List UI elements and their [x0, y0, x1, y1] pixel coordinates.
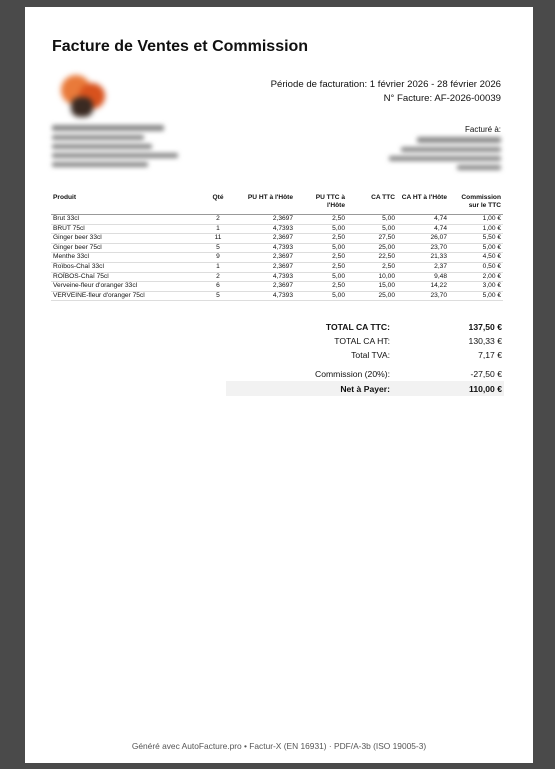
table-cell: 25,00 — [347, 243, 397, 253]
table-cell: 2,50 — [347, 262, 397, 272]
table-cell: 4,7393 — [235, 224, 295, 234]
footer-text: Généré avec AutoFacture.pro • Factur-X (EN 16931) · PDF/A-3b (ISO 19005-3) — [131, 741, 427, 751]
total-tva-row — [226, 348, 504, 362]
table-row — [51, 291, 503, 301]
total-ca-ht-label: TOTAL CA HT: — [334, 336, 390, 346]
table-cell: 4,7393 — [235, 272, 295, 282]
table-cell: 4,74 — [397, 224, 449, 234]
table-cell: 14,22 — [397, 282, 449, 292]
total-ca-ttc-row — [226, 320, 504, 334]
col-ca-ttc: CA TTC — [347, 194, 397, 215]
col-product: Produit — [51, 194, 201, 215]
table-cell: Menthe 33cl — [51, 253, 201, 263]
table-cell: Verveine-fleur d'oranger 33cl — [51, 282, 201, 292]
total-tva-value: 7,17 € — [478, 350, 502, 360]
table-cell: 1 — [201, 262, 235, 272]
table-cell: 2,00 € — [449, 272, 503, 282]
table-cell: 5,00 — [295, 291, 347, 301]
table-cell: 9,48 — [397, 272, 449, 282]
table-cell: 3,00 € — [449, 282, 503, 292]
table-cell: ROÏBOS-Chaï 75cl — [51, 272, 201, 282]
table-cell: 5 — [201, 243, 235, 253]
total-tva-label: Total TVA: — [351, 350, 390, 360]
table-row — [51, 243, 503, 253]
table-cell: 2 — [201, 272, 235, 282]
table-cell: 2,3697 — [235, 282, 295, 292]
table-cell: 4,7393 — [235, 291, 295, 301]
buyer-address-redacted — [381, 137, 501, 174]
col-pu-ht: PU HT à l'Hôte — [235, 194, 295, 215]
table-cell: 2,3697 — [235, 253, 295, 263]
total-ca-ttc-value: 137,50 € — [468, 322, 502, 332]
table-cell: Brut 33cl — [51, 215, 201, 225]
invoice-number: N° Facture: AF-2026-00039 — [383, 93, 501, 104]
table-cell: 5,00 — [295, 224, 347, 234]
table-cell: BRUT 75cl — [51, 224, 201, 234]
table-cell: 2,50 — [295, 282, 347, 292]
total-ca-ht-value: 130,33 € — [468, 336, 502, 346]
table-cell: 0,50 € — [449, 262, 503, 272]
table-cell: 2,50 — [295, 234, 347, 244]
table-cell: 10,00 — [347, 272, 397, 282]
commission-row — [226, 367, 504, 381]
billing-period: Période de facturation: 1 février 2026 - 28 février 2026 — [270, 79, 501, 90]
col-commission: Commission sur le TTC — [449, 194, 503, 215]
table-cell: 5,00 — [347, 215, 397, 225]
table-row — [51, 282, 503, 292]
invoice-meta — [271, 78, 501, 106]
table-cell: 5 — [201, 291, 235, 301]
table-cell: 2 — [201, 215, 235, 225]
table-cell: 1 — [201, 224, 235, 234]
table-cell: 5,50 € — [449, 234, 503, 244]
table-cell: 2,50 — [295, 253, 347, 263]
table-row — [51, 234, 503, 244]
invoice-items-table — [51, 194, 503, 301]
col-ca-ht: CA HT à l'Hôte — [397, 194, 449, 215]
table-cell: 2,3697 — [235, 215, 295, 225]
table-cell: 21,33 — [397, 253, 449, 263]
seller-address-redacted — [52, 125, 182, 171]
table-cell: 25,00 — [347, 291, 397, 301]
table-cell: Ginger beer 75cl — [51, 243, 201, 253]
net-to-pay-row — [226, 381, 504, 396]
table-cell: Roïbos-Chaï 33cl — [51, 262, 201, 272]
table-cell: 5,00 — [295, 272, 347, 282]
table-cell: 5,00 € — [449, 291, 503, 301]
table-cell: 23,70 — [397, 291, 449, 301]
table-row — [51, 262, 503, 272]
table-cell: 2,3697 — [235, 262, 295, 272]
table-cell: 4,50 € — [449, 253, 503, 263]
table-cell: 1,00 € — [449, 224, 503, 234]
invoice-title: Facture de Ventes et Commission — [52, 38, 309, 55]
table-cell: 26,07 — [397, 234, 449, 244]
table-cell: 6 — [201, 282, 235, 292]
table-cell: 4,7393 — [235, 243, 295, 253]
table-cell: 22,50 — [347, 253, 397, 263]
table-cell: 1,00 € — [449, 215, 503, 225]
net-to-pay-label: Net à Payer: — [340, 383, 390, 394]
table-cell: 11 — [201, 234, 235, 244]
billed-to-label: Facturé à: — [464, 125, 501, 134]
col-pu-ttc: PU TTC à l'Hôte — [295, 194, 347, 215]
table-cell: 2,37 — [397, 262, 449, 272]
total-ca-ttc-label: TOTAL CA TTC: — [325, 322, 390, 332]
company-logo — [55, 67, 113, 125]
table-cell: 27,50 — [347, 234, 397, 244]
net-to-pay-value: 110,00 € — [469, 383, 502, 394]
table-cell: 15,00 — [347, 282, 397, 292]
table-row — [51, 253, 503, 263]
table-cell: 23,70 — [397, 243, 449, 253]
table-cell: VERVEINE-fleur d'oranger 75cl — [51, 291, 201, 301]
invoice-page — [25, 7, 533, 763]
table-cell: 5,00 — [347, 224, 397, 234]
table-cell: 2,50 — [295, 215, 347, 225]
col-qty: Qté — [201, 194, 235, 215]
table-row — [51, 215, 503, 225]
table-cell: 5,00 € — [449, 243, 503, 253]
table-cell: 4,74 — [397, 215, 449, 225]
totals-block — [226, 320, 504, 396]
commission-label: Commission (20%): — [315, 369, 390, 379]
table-row — [51, 224, 503, 234]
total-ca-ht-row — [226, 334, 504, 348]
table-cell: 2,3697 — [235, 234, 295, 244]
table-header-row — [51, 194, 503, 215]
table-cell: 2,50 — [295, 262, 347, 272]
commission-value: -27,50 € — [470, 369, 502, 379]
table-cell: Ginger beer 33cl — [51, 234, 201, 244]
table-row — [51, 272, 503, 282]
table-cell: 5,00 — [295, 243, 347, 253]
table-cell: 9 — [201, 253, 235, 263]
